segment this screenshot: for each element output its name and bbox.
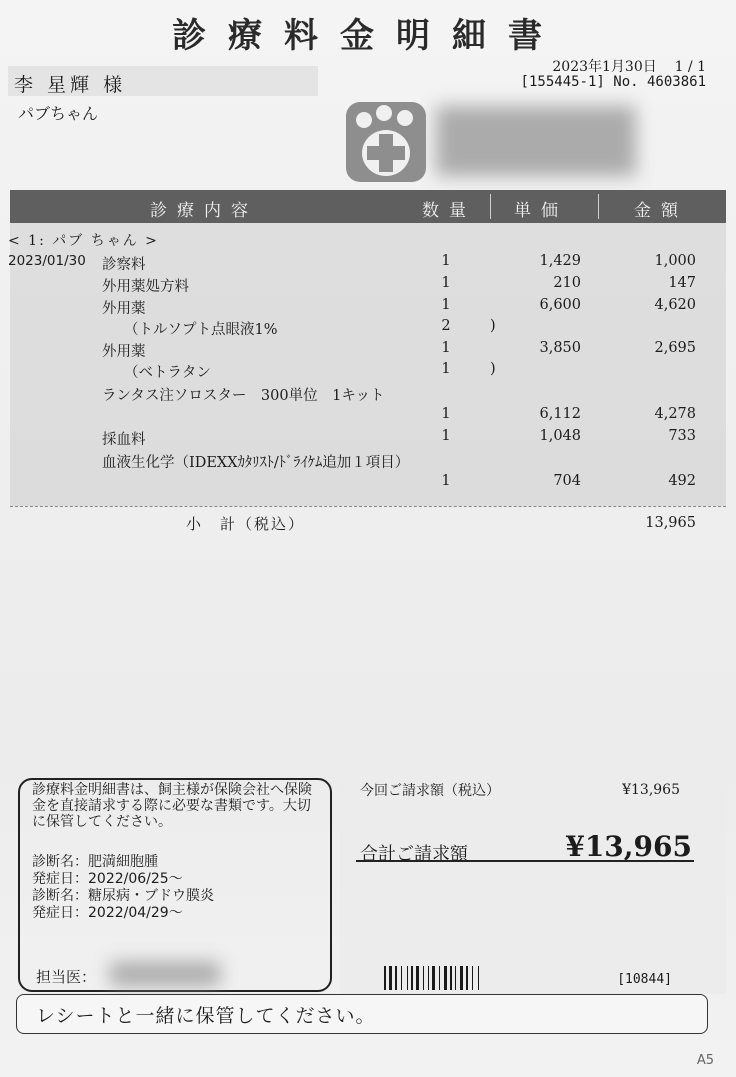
item-qty: 1 xyxy=(441,361,451,377)
item-qty: 1 xyxy=(441,473,451,489)
redacted-doctor-name xyxy=(110,962,220,986)
total-bill-amount: ¥13,965 xyxy=(565,830,692,863)
date-text: 2023年1月30日 xyxy=(552,59,657,75)
item-qty: 1 xyxy=(441,428,451,444)
total-bill-label: 合計ご請求額 xyxy=(360,844,468,865)
barcode-icon xyxy=(384,966,532,990)
barcode-code: [10844] xyxy=(617,972,672,987)
diag-value: 糖尿病・ブドウ膜炎 xyxy=(88,888,214,904)
diag-label: 診断名： xyxy=(32,888,88,904)
line-item-row xyxy=(0,473,736,495)
item-amount: 733 xyxy=(668,428,696,444)
line-item-row xyxy=(0,340,736,362)
line-item-row xyxy=(0,361,736,383)
item-unit-price: 1,048 xyxy=(539,428,581,444)
line-item-row xyxy=(0,406,736,428)
total-underline xyxy=(356,860,694,862)
onset-value: 2022/06/25～ xyxy=(88,871,183,887)
item-name: 外用薬 xyxy=(102,344,146,360)
current-bill-amount: ¥13,965 xyxy=(622,782,680,798)
table-header xyxy=(10,190,726,223)
customer-name: 李 星輝 様 xyxy=(14,74,127,96)
item-unit-price: 1,429 xyxy=(539,253,581,269)
item-amount: 492 xyxy=(668,473,696,489)
onset-value: 2022/04/29～ xyxy=(88,905,183,921)
notice-text: 診療料金明細書は、飼主様が保険会社へ保険金を直接請求する際に必要な書類です。大切に保管してください。 xyxy=(32,782,312,830)
item-name: ランタス注ソロスター 300単位 1キット xyxy=(102,388,385,404)
item-qty: 1 xyxy=(441,253,451,269)
item-amount: 4,620 xyxy=(654,297,696,313)
billing-panel xyxy=(340,772,726,994)
item-qty: 1 xyxy=(441,406,451,422)
item-name: 外用薬処方料 xyxy=(102,279,189,295)
paper-size-label: A5 xyxy=(696,1053,714,1068)
item-name: 採血料 xyxy=(102,432,146,448)
invoice-ids xyxy=(521,74,706,90)
item-unit-price: 704 xyxy=(553,473,581,489)
header-content: 診療内容 xyxy=(150,201,258,221)
clinic-paw-cross-logo-icon xyxy=(346,102,426,182)
line-item-row xyxy=(0,384,736,406)
page-number: 1 / 1 xyxy=(674,59,706,75)
customer-id: [155445-1] xyxy=(520,74,605,90)
header-amount: 金額 xyxy=(634,201,688,221)
item-unit-price: 3,850 xyxy=(539,340,581,356)
onset-label: 発症日： xyxy=(32,871,88,887)
line-item-row xyxy=(0,428,736,450)
item-unit-price: 6,112 xyxy=(539,406,581,422)
diag-label: 診断名： xyxy=(32,854,88,870)
item-paren: ) xyxy=(490,318,496,334)
item-amount: 2,695 xyxy=(654,340,696,356)
line-item-row xyxy=(0,253,736,275)
line-item-row xyxy=(0,275,736,297)
item-name: 診察料 xyxy=(102,257,146,273)
item-amount: 147 xyxy=(668,275,696,291)
line-item-row xyxy=(0,297,736,319)
pet-name: パブちゃん xyxy=(18,104,99,123)
header-qty: 数量 xyxy=(422,201,476,221)
item-unit-price: 210 xyxy=(553,275,581,291)
item-name: 外用薬 xyxy=(102,301,146,317)
subtotal-divider xyxy=(10,506,726,507)
item-qty: 2 xyxy=(441,318,451,334)
item-qty: 1 xyxy=(441,340,451,356)
invoice-date xyxy=(552,56,706,76)
diag-value: 肥満細胞腫 xyxy=(88,854,158,870)
item-name: （ベトラタン xyxy=(124,365,211,381)
subtotal-amount: 13,965 xyxy=(645,515,696,531)
header-unit-price: 単価 xyxy=(514,201,568,221)
receipt-notice: レシートと一緒に保管してください。 xyxy=(36,1005,376,1027)
document-title: 診療料金明細書 xyxy=(172,16,564,56)
redacted-clinic-info xyxy=(436,106,636,176)
onset-2 xyxy=(32,902,183,922)
item-date: 2023/01/30 xyxy=(8,253,86,269)
item-amount: 1,000 xyxy=(654,253,696,269)
onset-label: 発症日： xyxy=(32,905,88,921)
line-item-row xyxy=(0,451,736,473)
pet-line: < 1: パブ ちゃん > xyxy=(8,233,159,249)
receipt-number: No. 4603861 xyxy=(613,74,706,90)
item-paren: ) xyxy=(490,361,496,377)
doctor-label: 担当医： xyxy=(36,968,97,986)
item-unit-price: 6,600 xyxy=(539,297,581,313)
item-qty: 1 xyxy=(441,297,451,313)
item-amount: 4,278 xyxy=(654,406,696,422)
line-item-row xyxy=(0,318,736,340)
current-bill-label: 今回ご請求額（税込） xyxy=(360,783,500,799)
item-name: 血液生化学（IDEXXｶﾀﾘｽﾄ/ﾄﾞﾗｲｹﾑ追加１項目） xyxy=(102,455,410,471)
item-qty: 1 xyxy=(441,275,451,291)
item-name: （トルソプト点眼液1% xyxy=(124,322,278,338)
subtotal-label: 小 計（税込） xyxy=(186,515,306,533)
